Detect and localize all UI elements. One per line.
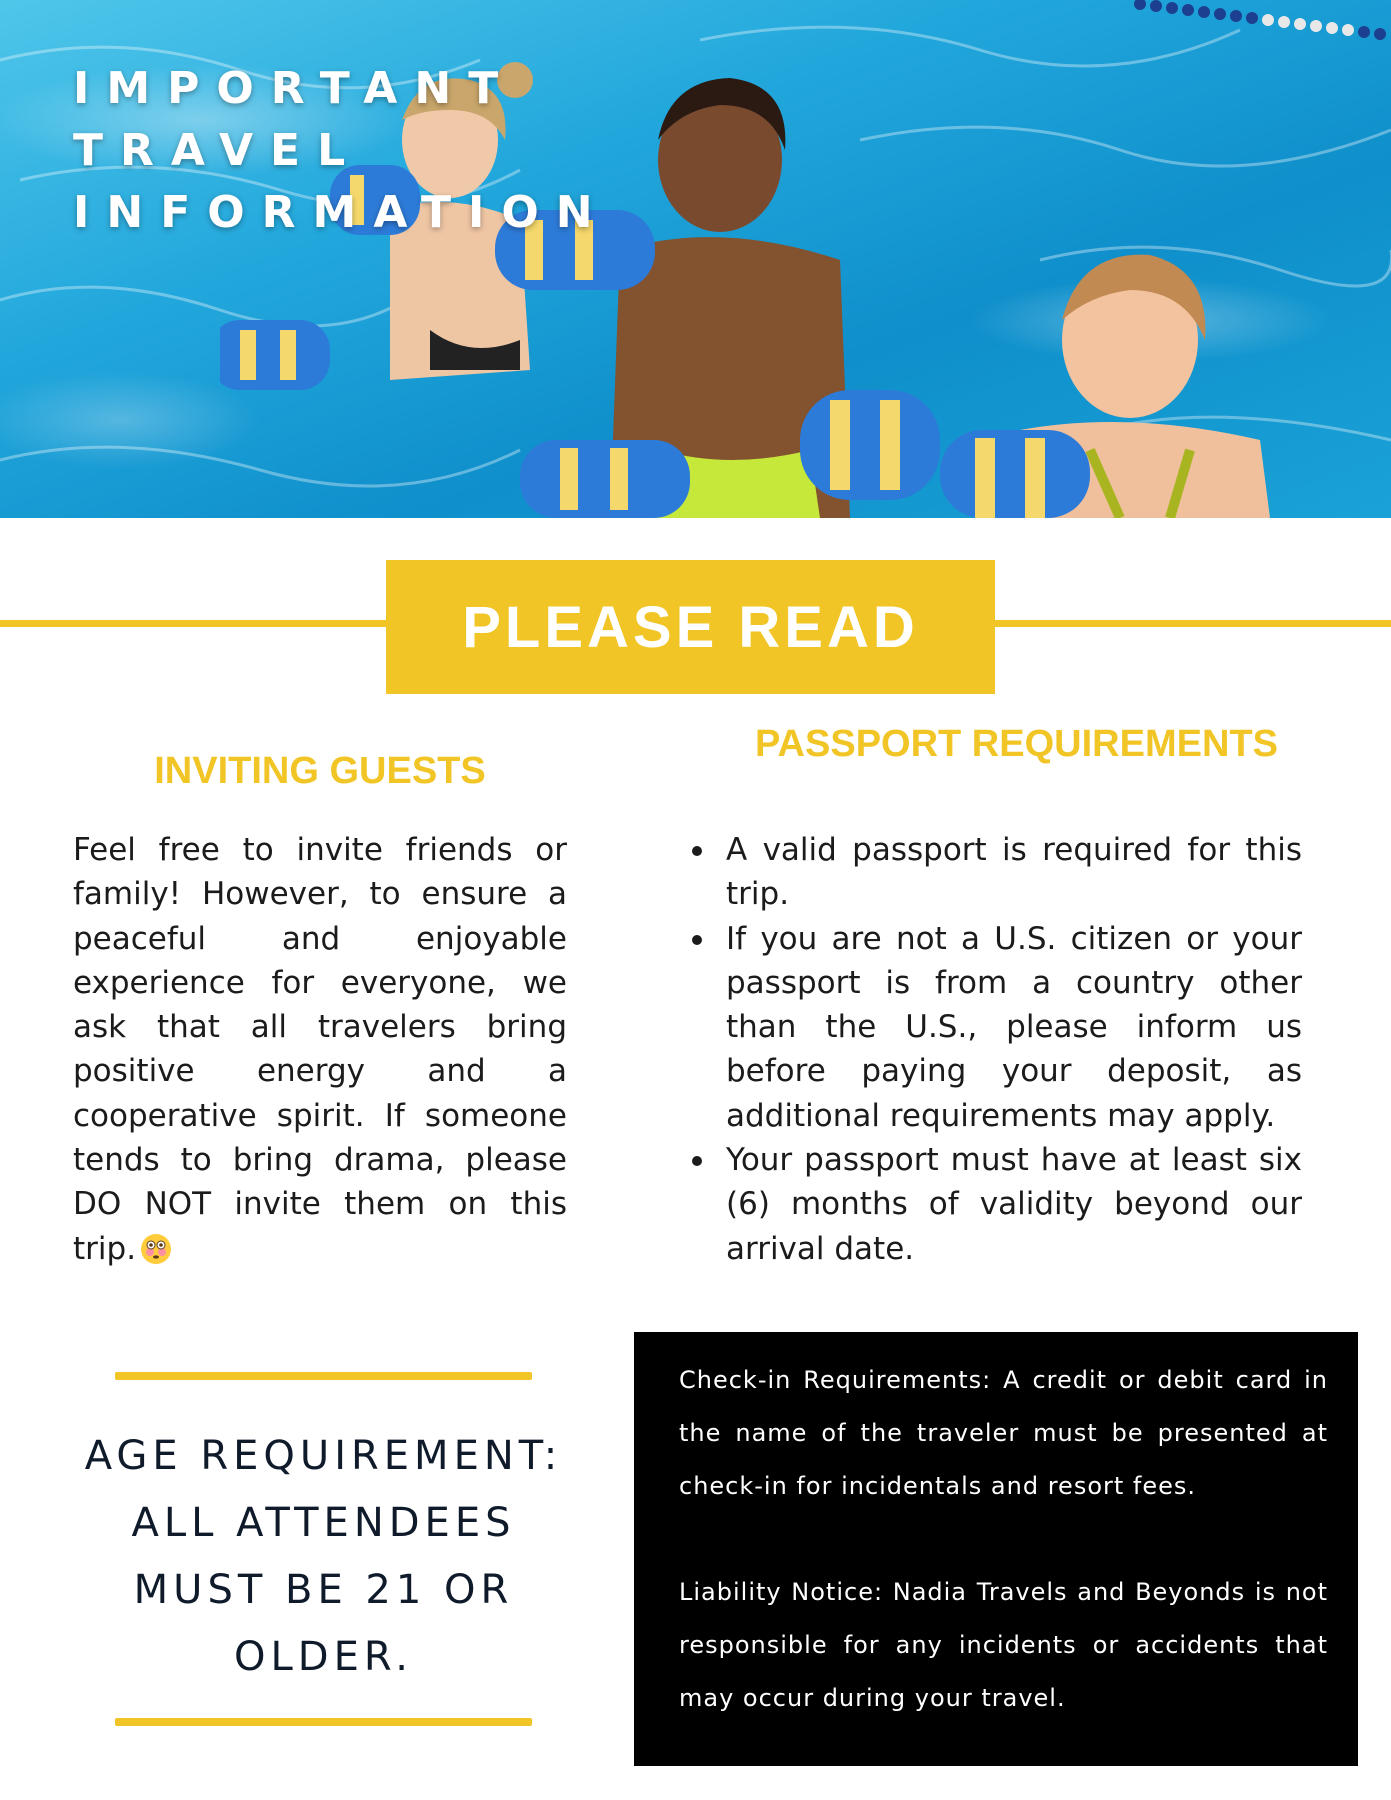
bullet-icon xyxy=(692,846,702,856)
please-read-banner xyxy=(386,560,995,694)
list-item xyxy=(690,1138,1302,1271)
age-rule-top xyxy=(115,1372,532,1380)
flushed-face-icon xyxy=(140,1233,172,1265)
liability-notice: Liability Notice: Nadia Travels and Beyonds is not responsible for any incidents or accidents that may occur during your travel. xyxy=(679,1578,1328,1712)
lane-rope xyxy=(1130,0,1391,60)
list-item-text: If you are not a U.S. citizen or your passport is from a country other than the U.S., please inform us before paying your deposit, as additional requirements may apply. xyxy=(726,920,1302,1134)
banner-text: PLEASE READ xyxy=(462,594,919,660)
inviting-guests-body xyxy=(73,828,567,1271)
swimmer-woman-right xyxy=(790,230,1270,518)
age-requirement: AGE REQUIREMENT: ALL ATTENDEES MUST BE 21 OR OLDER. xyxy=(84,1433,563,1680)
list-item xyxy=(690,828,1302,917)
hero-title xyxy=(73,58,610,244)
checkin-notice: Check-in Requirements: A credit or debit card in the name of the traveler must be presented at check-in for incidentals and resort fees. xyxy=(679,1366,1328,1500)
list-item xyxy=(690,917,1302,1138)
banner-line-right xyxy=(995,620,1391,627)
inviting-guests-text: Feel free to invite friends or family! However, to ensure a peaceful and enjoyable experience for everyone, we ask that all travelers bring positive energy and a cooperative spirit. If someone tends to bring drama, please DO NOT invite them on this trip. xyxy=(73,832,567,1267)
banner-line-left xyxy=(0,620,386,627)
hero-title-line: IMPORTANT xyxy=(73,63,516,114)
passport-heading: PASSPORT REQUIREMENTS xyxy=(755,723,1278,765)
inviting-guests-heading: INVITING GUESTS xyxy=(154,750,486,792)
passport-requirements-list xyxy=(690,828,1302,1271)
bullet-icon xyxy=(692,1156,702,1166)
list-item-text: Your passport must have at least six (6) months of validity beyond our arrival date. xyxy=(726,1142,1302,1267)
list-item-text: A valid passport is required for this trip. xyxy=(726,832,1302,913)
hero-title-line: TRAVEL xyxy=(73,125,363,176)
bullet-icon xyxy=(692,935,702,945)
age-rule-bottom xyxy=(115,1718,532,1726)
notice-box xyxy=(634,1332,1358,1766)
hero-image xyxy=(0,0,1391,518)
hero-title-line: INFORMATION xyxy=(73,187,610,238)
